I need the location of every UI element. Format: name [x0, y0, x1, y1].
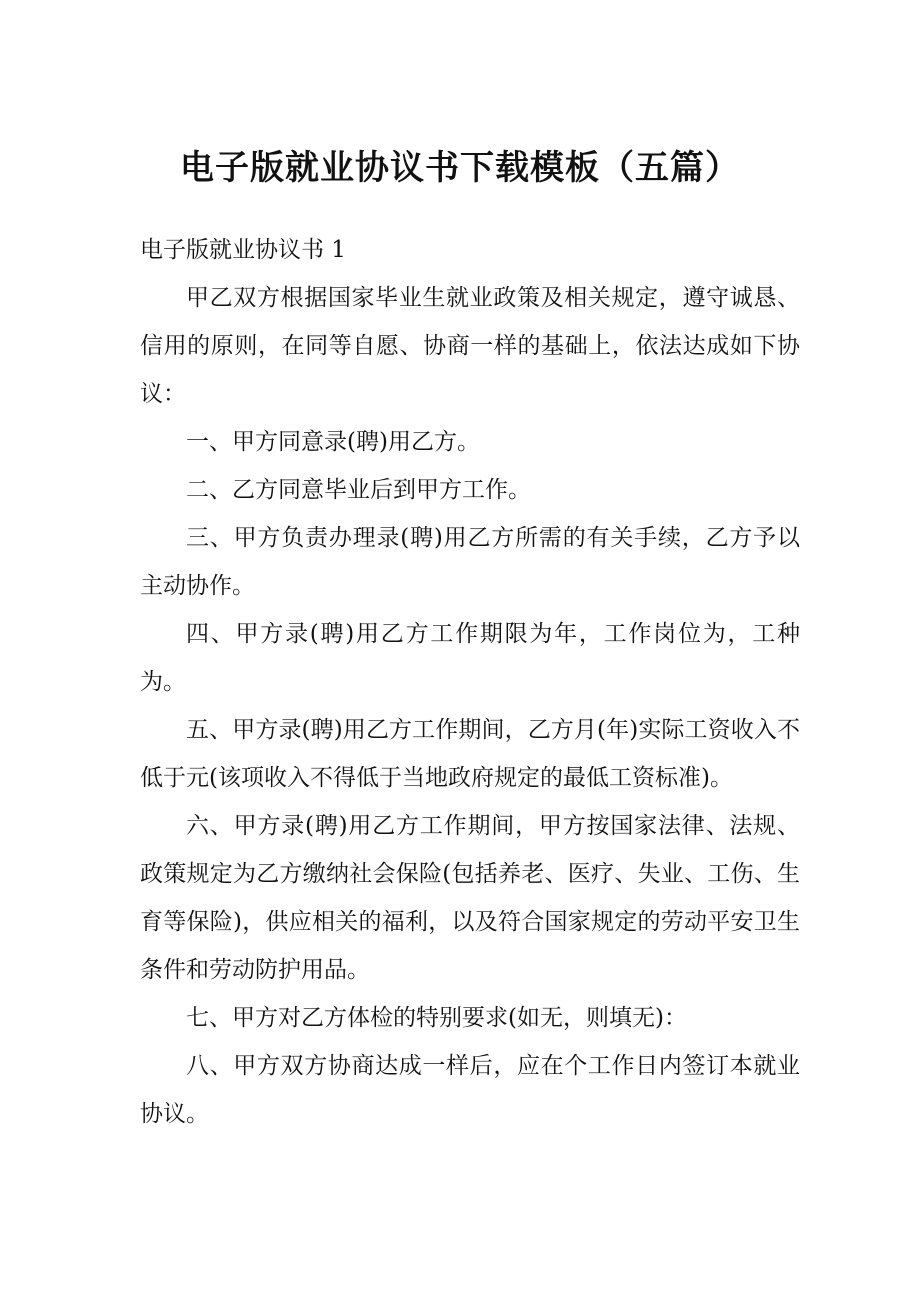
clause-1: 一、甲方同意录(聘)用乙方。	[186, 429, 480, 455]
clause-8: 八、甲方双方协商达成一样后，应在个工作日内签订本就业协议。	[140, 1053, 800, 1127]
clause-5: 五、甲方录(聘)用乙方工作期间，乙方月(年)实际工资收入不低于元(该项收入不得低于当地政府规定的最低工资标准)。	[140, 717, 800, 791]
clause-4: 四、甲方录(聘)用乙方工作期限为年，工作岗位为，工种为。	[140, 621, 800, 695]
clause-7: 七、甲方对乙方体检的特别要求(如无，则填无)：	[186, 1005, 687, 1031]
clause-3: 三、甲方负责办理录(聘)用乙方所需的有关手续，乙方予以主动协作。	[140, 525, 800, 599]
section-heading: 电子版就业协议书 1	[140, 237, 346, 263]
page-title: 电子版就业协议书下载模板（五篇）	[180, 148, 740, 188]
paragraph-intro: 甲乙双方根据国家毕业生就业政策及相关规定，遵守诚恳、信用的原则，在同等自愿、协商一样的基础上，依法达成如下协议：	[140, 285, 800, 407]
clause-6: 六、甲方录(聘)用乙方工作期间，甲方按国家法律、法规、政策规定为乙方缴纳社会保险(包括养老、医疗、失业、工伤、生育等保险)，供应相关的福利，以及符合国家规定的劳动平安卫生条件和劳动防护用品。	[140, 813, 800, 983]
clause-2: 二、乙方同意毕业后到甲方工作。	[186, 477, 531, 503]
document-body	[140, 274, 800, 1138]
